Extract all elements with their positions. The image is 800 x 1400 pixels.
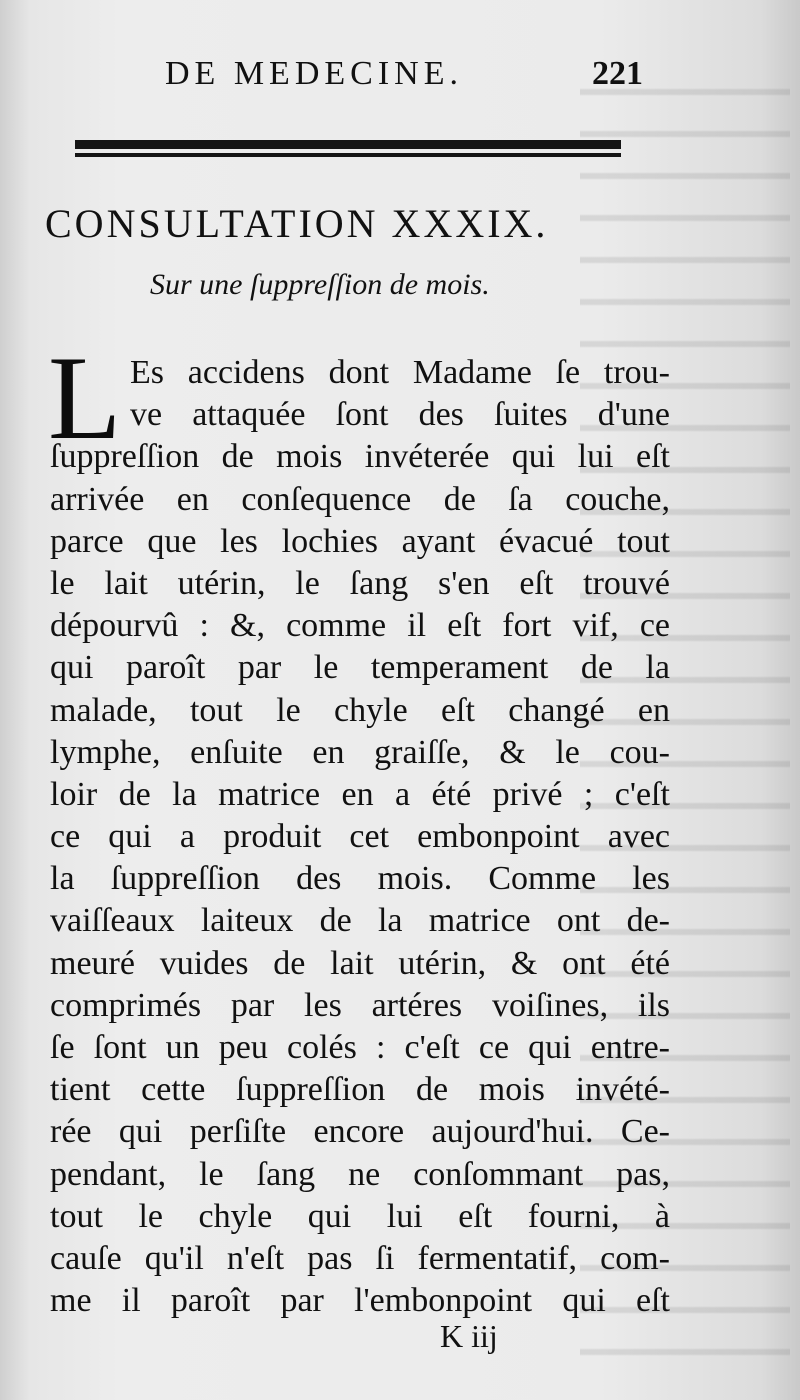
text-line: ce qui a produit cet embonpoint avec [50, 818, 670, 856]
text-line: tient cette ſuppreſſion de mois invété- [50, 1071, 670, 1109]
text-line: ve attaquée ſont des ſuites d'une [130, 396, 670, 434]
text-line: pendant, le ſang ne conſommant pas, [50, 1155, 670, 1193]
drop-cap: L [48, 331, 122, 464]
text-line: me il paroît par l'embonpoint qui eſt [50, 1282, 670, 1320]
text-line: cauſe qu'il n'eſt pas ſi fermentatif, com- [50, 1239, 670, 1277]
text-line: qui paroît par le temperament de la [50, 649, 670, 687]
page-number: 221 [592, 55, 643, 92]
text-line: meuré vuides de lait utérin, & ont été [50, 944, 670, 982]
text-line: rée qui perſiſte encore aujourd'hui. Ce- [50, 1113, 670, 1151]
text-line: dépourvû : &, comme il eſt fort vif, ce [50, 607, 670, 645]
text-line: parce que les lochies ayant évacué tout [50, 522, 670, 560]
consultation-subtitle: Sur une ſuppreſſion de mois. [150, 268, 490, 301]
text-line: la ſuppreſſion des mois. Comme les [50, 860, 670, 898]
consultation-title: CONSULTATION XXXIX. [45, 201, 549, 246]
header-rule-thick [75, 140, 621, 149]
running-title: DE MEDECINE. [165, 55, 463, 92]
text-line: lymphe, enſuite en graiſſe, & le cou- [50, 733, 670, 771]
text-line: loir de la matrice en a été privé ; c'eſt [50, 775, 670, 813]
text-line: comprimés par les artéres voiſines, ils [50, 986, 670, 1024]
body-text [50, 352, 670, 1322]
text-line: arrivée en conſequence de ſa couche, [50, 480, 670, 518]
text-line: malade, tout le chyle eſt changé en [50, 691, 670, 729]
text-line: tout le chyle qui lui eſt fourni, à [50, 1197, 670, 1235]
text-line: vaiſſeaux laiteux de la matrice ont de- [50, 902, 670, 940]
text-line: Es accidens dont Madame ſe trou- [130, 354, 670, 391]
signature-mark: K iij [440, 1318, 498, 1354]
text-line: ſuppreſſion de mois invéterée qui lui eſt [50, 438, 670, 476]
header-rule-thin [75, 153, 621, 157]
text-line: le lait utérin, le ſang s'en eſt trouvé [50, 564, 670, 602]
text-line: ſe ſont un peu colés : c'eſt ce qui entre- [50, 1029, 670, 1066]
